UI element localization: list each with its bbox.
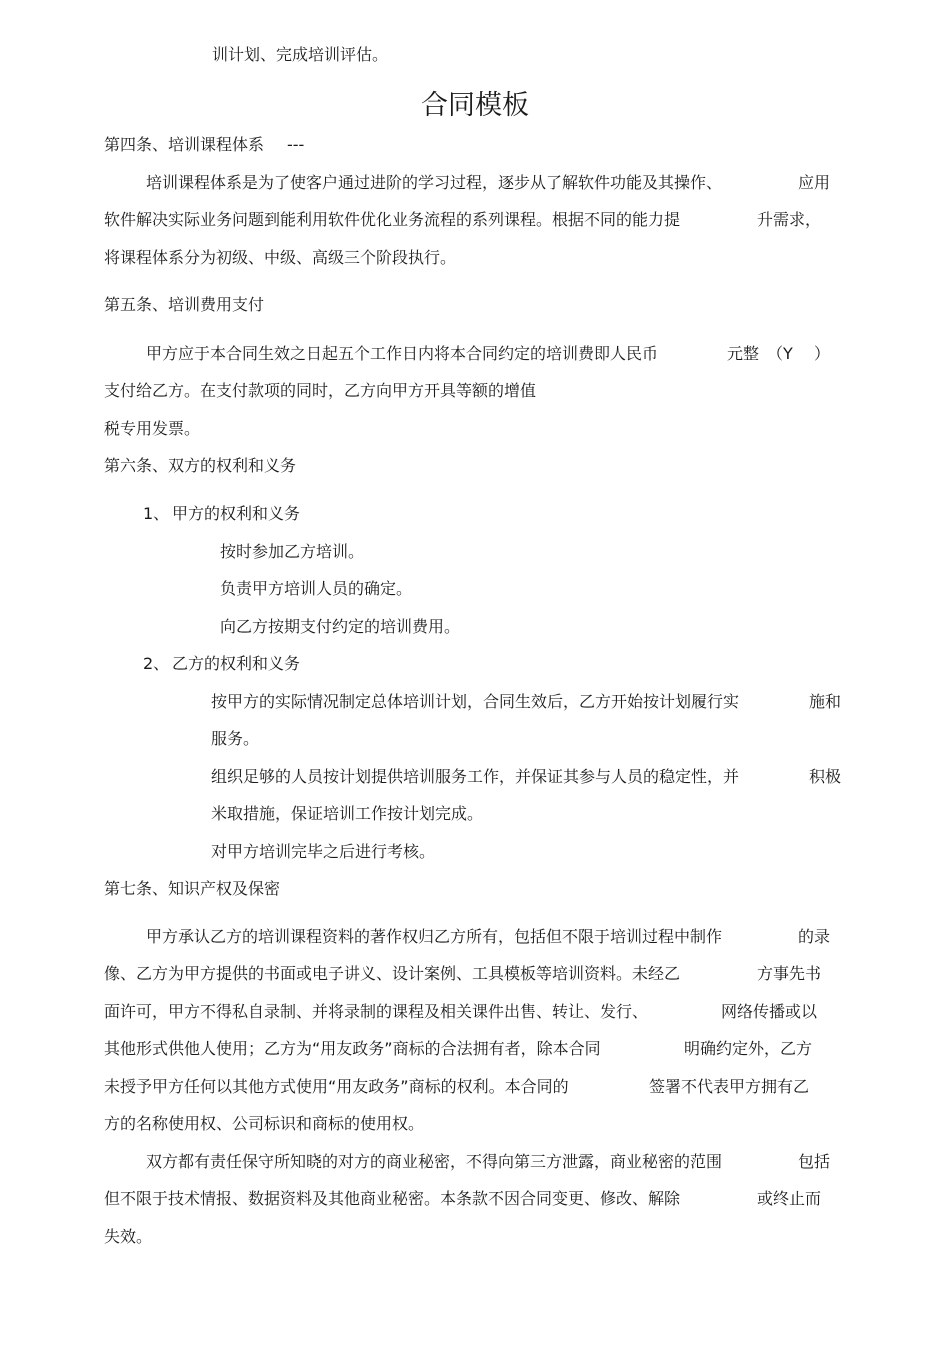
article-5-line-1: 甲方应于本合同生效之日起五个工作日内将本合同约定的培训费即人民币 — [146, 344, 659, 363]
article-5-line-1-close: ） — [814, 344, 831, 363]
article-6-sub-2-line-tail: 积极 — [809, 767, 842, 786]
article-7-heading: 第七条、知识产权及保密 — [104, 879, 281, 898]
article-7-para-1-line: 方的名称使用权、公司标识和商标的使用权。 — [104, 1114, 425, 1133]
article-7-para-2-line-tail: 或终止而 — [757, 1189, 822, 1208]
article-5-heading: 第五条、培训费用支付 — [104, 295, 265, 314]
article-6-sub-1-item: 向乙方按期支付约定的培训费用。 — [220, 617, 461, 636]
article-4-heading-suffix: --- — [287, 135, 305, 154]
article-4-line-1: 培训课程体系是为了使客户通过进阶的学习过程，逐步从了解软件功能及其操作、 — [146, 173, 723, 192]
article-7-para-1-line: 其他形式供他人使用；乙方为“用友政务”商标的合法拥有者，除本合同 — [104, 1039, 601, 1058]
article-6-sub-1-item: 负责甲方培训人员的确定。 — [220, 579, 413, 598]
article-7-para-1-line-tail: 方事先书 — [757, 964, 822, 983]
article-6-sub-1-title: 甲方的权利和义务 — [172, 504, 301, 523]
document-title: 合同模板 — [421, 90, 529, 121]
article-6-sub-1-number: 1、 — [143, 504, 170, 523]
article-5-line-1-currency: （Y — [767, 344, 793, 363]
article-6-sub-2-title: 乙方的权利和义务 — [172, 654, 301, 673]
article-7-para-2-line: 失效。 — [104, 1227, 153, 1246]
article-7-para-1-line: 面许可，甲方不得私自录制、并将录制的课程及相关课件出售、转让、发行、 — [104, 1002, 649, 1021]
article-6-sub-2-number: 2、 — [143, 654, 170, 673]
article-6-sub-2-line: 米取措施，保证培训工作按计划完成。 — [211, 804, 484, 823]
article-7-para-2-line: 双方都有责任保守所知晓的对方的商业秘密，不得向第三方泄露，商业秘密的范围 — [146, 1152, 723, 1171]
article-4-line-2: 软件解决实际业务问题到能利用软件优化业务流程的系列课程。根据不同的能力提 — [104, 210, 681, 229]
article-7-para-1-line-tail: 签署不代表甲方拥有乙 — [649, 1077, 810, 1096]
article-4-line-3: 将课程体系分为初级、中级、高级三个阶段执行。 — [104, 248, 457, 267]
article-7-para-1-line-tail: 网络传播或以 — [721, 1002, 818, 1021]
intro-tail-text: 训计划、完成培训评估。 — [212, 45, 389, 64]
article-6-heading: 第六条、双方的权利和义务 — [104, 456, 297, 475]
article-7-para-2-line: 但不限于技术情报、数据资料及其他商业秘密。本条款不因合同变更、修改、解除 — [104, 1189, 681, 1208]
article-4-line-1-tail: 应用 — [798, 173, 831, 192]
article-6-sub-2-line: 组织足够的人员按计划提供培训服务工作，并保证其参与人员的稳定性，并 — [211, 767, 740, 786]
article-7-para-1-line-tail: 明确约定外，乙方 — [684, 1039, 813, 1058]
article-6-sub-2-line: 服务。 — [211, 729, 260, 748]
article-7-para-1-line: 未授予甲方任何以其他方式使用“用友政务”商标的权利。本合同的 — [104, 1077, 569, 1096]
article-7-para-1-line: 像、乙方为甲方提供的书面或电子讲义、设计案例、工具模板等培训资料。未经乙 — [104, 964, 681, 983]
article-6-sub-2-line: 按甲方的实际情况制定总体培训计划，合同生效后，乙方开始按计划履行实 — [211, 692, 740, 711]
article-7-para-2-line-tail: 包括 — [798, 1152, 831, 1171]
article-7-para-1-line: 甲方承认乙方的培训课程资料的著作权归乙方所有，包括但不限于培训过程中制作 — [146, 927, 723, 946]
article-5-line-3: 税专用发票。 — [104, 419, 201, 438]
article-6-sub-2-line-tail: 施和 — [809, 692, 842, 711]
article-7-para-1-line-tail: 的录 — [798, 927, 831, 946]
article-4-heading: 第四条、培训课程体系 — [104, 135, 265, 154]
article-5-line-1-amount: 元整 — [727, 344, 760, 363]
article-6-sub-1-item: 按时参加乙方培训。 — [220, 542, 365, 561]
article-6-sub-2-line: 对甲方培训完毕之后进行考核。 — [211, 842, 436, 861]
article-5-line-2: 支付给乙方。在支付款项的同时，乙方向甲方开具等额的增值 — [104, 381, 537, 400]
article-4-line-2-tail: 升需求， — [757, 210, 822, 229]
